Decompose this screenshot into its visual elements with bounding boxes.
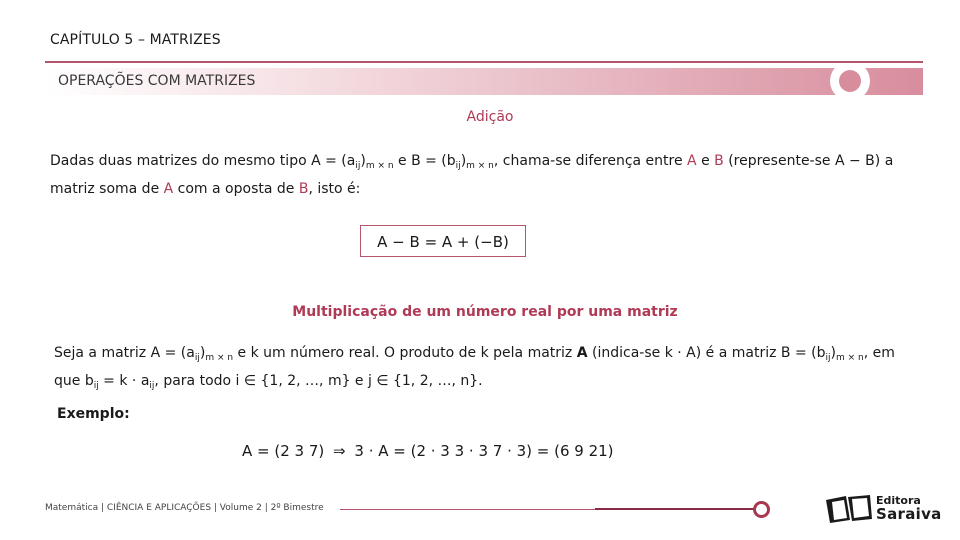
footer-text: Matemática | CIÊNCIA E APLICAÇÕES | Volume 2 | 2º Bimestre [45, 503, 324, 513]
section-title-adicao: Adição [466, 109, 514, 125]
section-title-multiplicacao: Multiplicação de um número real por uma matriz [292, 304, 678, 320]
paragraph-adicao: Dadas duas matrizes do mesmo tipo $A = (a_{ij})_{m \times n}$ e $B = (b_{ij})_{m \times n}$, chama-se diferença entre A e B (represente-se A − B) a matriz soma de A com a oposta de B, isto é: [50, 153, 894, 197]
logo-saraiva: Saraiva [876, 505, 942, 523]
implies-arrow: ⇒ [333, 442, 346, 460]
example-label: Exemplo: [57, 406, 130, 422]
formula-box: A − B = A + (−B) [360, 225, 526, 257]
example-formula [242, 442, 614, 460]
header-rule [45, 61, 923, 63]
chapter-title: CAPÍTULO 5 – MATRIZES [50, 32, 221, 48]
logo-editora: Editora [876, 494, 921, 507]
footer-circle-icon [753, 501, 770, 518]
example-lhs: A = (2 3 7) [242, 442, 325, 460]
paragraph-multiplicacao: Seja a matriz $A = (a_{ij})_{m \times n}$ e k um número real. O produto de k pela matriz A (indica-se k · A) é a matriz $B = (b_{ij})_{m \times n}$, em que $b_{ij} = k \cdot a_{ij}$, para todo i ∈ {1, 2, …, m} e j ∈ {1, 2, …, n}. [54, 345, 895, 391]
banner-title: OPERAÇÕES COM MATRIZES [58, 73, 256, 89]
footer-rule-accent [595, 508, 755, 510]
example-rhs: 3 · A = (2 · 3 3 · 3 7 · 3) = (6 9 21) [354, 442, 614, 460]
banner-circle-icon [830, 68, 870, 95]
